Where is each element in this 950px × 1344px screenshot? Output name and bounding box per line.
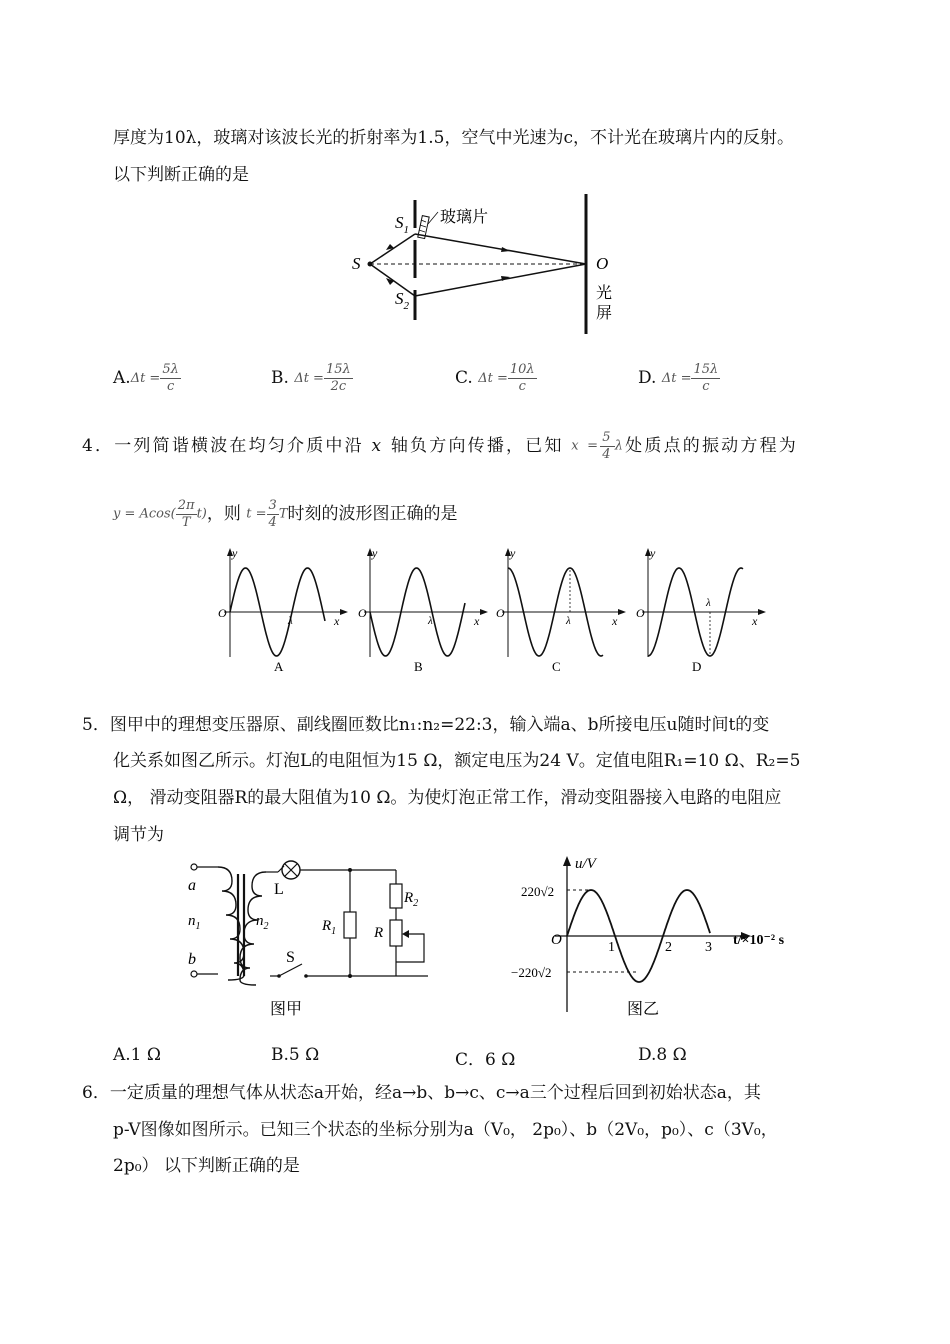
n2-label: $n_2$ <box>256 913 269 932</box>
wave-graph-c <box>496 546 626 674</box>
lambda-label: λ <box>566 615 571 627</box>
q4-text-line2: y = Acos( $\frac{2\pi}{T}$ t)，则 t = $\frac{3}{4}$ T时刻的波形图正确的是 <box>113 498 458 530</box>
q4-text-line1: 4．一列简谐横波在均匀介质中沿 x 轴负方向传播，已知 x = $\frac{5}{4}$ λ处质点的振动方程为 <box>82 430 798 462</box>
r-label: R <box>374 925 384 941</box>
x-axis-label: x <box>334 614 340 628</box>
wave-graphs <box>210 545 770 677</box>
terminal-b-label: b <box>188 951 196 968</box>
terminal-a-label: a <box>188 877 196 894</box>
y-axis-label: y <box>372 546 378 560</box>
q5-option-b[interactable]: B.5 Ω <box>271 1045 320 1065</box>
q5-option-a[interactable]: A.1 Ω <box>113 1045 161 1065</box>
x-axis-label: x <box>752 614 758 628</box>
switch-label: S <box>286 949 295 966</box>
q5-option-d[interactable]: D.8 Ω <box>638 1045 687 1065</box>
screen-point-label: O <box>596 254 609 273</box>
screen-label-1: 光 <box>596 285 613 302</box>
glass-label: 玻璃片 <box>440 209 489 226</box>
q6-text-line3: 2p₀） 以下判断正确的是 <box>113 1156 300 1176</box>
source-label: S <box>352 254 361 273</box>
y-axis-label: y <box>510 546 516 560</box>
tick-2-label: 2 <box>665 940 672 955</box>
wave-graph-d <box>636 546 766 674</box>
slit2-label: $S_2$ <box>395 289 409 312</box>
x-axis-label: x <box>612 614 618 628</box>
x-axis-label: t/×10⁻² s <box>733 933 785 948</box>
q3-option-b[interactable]: B. Δt = $\frac{15\lambda}{2c}$ <box>271 362 351 394</box>
origin-label: O <box>496 606 505 620</box>
tick-3-label: 3 <box>705 940 712 955</box>
peak-label: 220√2 <box>521 884 555 899</box>
q5-text-line4: 调节为 <box>113 825 164 845</box>
lamp-label: L <box>274 881 284 898</box>
tick-1-label: 1 <box>608 940 615 955</box>
graph-caption: B <box>414 659 423 674</box>
origin-label: O <box>636 606 645 620</box>
x-axis-label: x <box>474 614 480 628</box>
slit1-label: $S_1$ <box>395 213 409 236</box>
q6-text-line1: 6．一定质量的理想气体从状态a开始，经a→b、b→c、c→a三个过程后回到初始状态a，其 <box>82 1083 761 1103</box>
lambda-label: λ <box>288 615 293 627</box>
lambda-label: λ <box>706 597 711 609</box>
q3-option-c[interactable]: C. Δt = $\frac{10\lambda}{c}$ <box>455 362 535 394</box>
q3-text-line2: 以下判断正确的是 <box>113 165 249 185</box>
q3-text-line1: 厚度为10λ，玻璃对该波长光的折射率为1.5，空气中光速为c，不计光在玻璃片内的反射。 <box>113 128 794 148</box>
q5-text-line2: 化关系如图乙所示。灯泡L的电阻恒为15 Ω，额定电压为24 V。定值电阻R₁=10 Ω、R₂=5 <box>113 751 801 771</box>
q5-text-line1: 5．图甲中的理想变压器原、副线圈匝数比n₁:n₂=22:3，输入端a、b所接电压u随时间t的变 <box>82 715 770 735</box>
origin-label: O <box>218 606 227 620</box>
lambda-label: λ <box>428 615 433 627</box>
y-axis-label: y <box>232 546 238 560</box>
q6-text-line2: p-V图像如图所示。已知三个状态的坐标分别为a（V₀， 2p₀）、b（2V₀，p₀）、c（3V₀， <box>113 1120 778 1140</box>
voltage-graph <box>505 852 805 1022</box>
graph-caption: C <box>552 659 561 674</box>
q3-option-a[interactable]: A.Δt = $\frac{5\lambda}{c}$ <box>113 362 179 394</box>
wave-graph-a <box>218 546 348 674</box>
q3-option-d[interactable]: D. Δt = $\frac{15\lambda}{c}$ <box>638 362 719 394</box>
r1-label: $R_1$ <box>322 918 337 937</box>
q5-text-line3: Ω， 滑动变阻器R的最大阻值为10 Ω。为使灯泡正常工作，滑动变阻器接入电路的电阻应 <box>113 788 782 808</box>
n1-label: $n_1$ <box>188 913 201 932</box>
double-slit-figure <box>350 192 630 342</box>
figure-yi-caption: 图乙 <box>627 1001 660 1018</box>
screen-label-2: 屏 <box>596 305 613 322</box>
trough-label: −220√2 <box>511 965 552 980</box>
graph-caption: D <box>692 659 702 674</box>
graph-caption: A <box>274 659 284 674</box>
origin-label: O <box>358 606 367 620</box>
origin-label: O <box>551 932 562 948</box>
transformer-circuit <box>178 852 448 1022</box>
y-axis-label: y <box>650 546 656 560</box>
r2-label: $R_2$ <box>404 890 419 909</box>
y-axis-label: u/V <box>575 856 596 872</box>
q5-option-c[interactable]: C．6 Ω <box>455 1050 516 1070</box>
wave-graph-b <box>358 546 488 674</box>
figure-jia-caption: 图甲 <box>270 1001 303 1018</box>
